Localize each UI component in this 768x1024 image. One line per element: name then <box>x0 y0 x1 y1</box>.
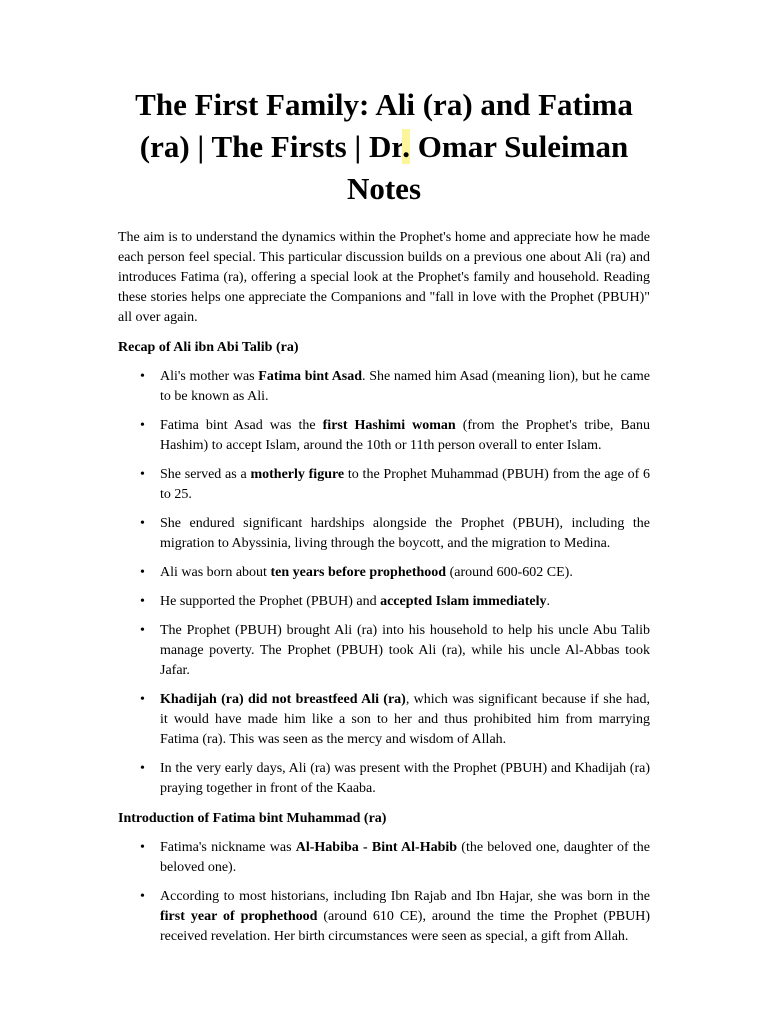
list-item: • According to most historians, including Ibn Rajab and Ibn Hajar, she was born in the first year of prophethood (around 610 CE), around the time the Prophet (PBUH) received revelation. Her birth circumstances were seen as special, a gift from Allah. <box>118 887 650 947</box>
document-title <box>118 84 650 210</box>
list-item: • Fatima's nickname was Al-Habiba - Bint Al-Habib (the beloved one, daughter of the beloved one). <box>118 838 650 878</box>
list-item: • He supported the Prophet (PBUH) and accepted Islam immediately. <box>118 592 650 612</box>
list-item: • The Prophet (PBUH) brought Ali (ra) into his household to help his uncle Abu Talib manage poverty. The Prophet (PBUH) took Ali (ra), while his uncle Al-Abbas took Jafar. <box>118 621 650 681</box>
fatima-intro-list <box>118 838 650 947</box>
list-item: • She endured significant hardships alongside the Prophet (PBUH), including the migration to Abyssinia, living through the boycott, and the migration to Medina. <box>118 514 650 554</box>
intro-paragraph: The aim is to understand the dynamics within the Prophet's home and appreciate how he made each person feel special. This particular discussion builds on a previous one about Ali (ra) and introduces Fatima (ra), offering a special look at the Prophet's family and household. Reading these stories helps one appreciate the Companions and "fall in love with the Prophet (PBUH)" all over again. <box>118 230 650 325</box>
list-item: • Ali was born about ten years before prophethood (around 600-602 CE). <box>118 563 650 583</box>
list-item: • Khadijah (ra) did not breastfeed Ali (ra), which was significant because if she had, it would have made him like a son to her and thus prohibited him from marrying Fatima (ra). This was seen as the mercy and wisdom of Allah. <box>118 690 650 750</box>
title-text-part2: Omar Suleiman Notes <box>346 129 629 206</box>
list-item: • In the very early days, Ali (ra) was present with the Prophet (PBUH) and Khadijah (ra) praying together in front of the Kaaba. <box>118 759 650 799</box>
title-highlight: . <box>402 129 411 164</box>
list-item: • Fatima bint Asad was the first Hashimi woman (from the Prophet's tribe, Banu Hashim) to accept Islam, around the 10th or 11th person overall to enter Islam. <box>118 416 650 456</box>
section-heading-ali: Recap of Ali ibn Abi Talib (ra) <box>118 340 299 355</box>
section-heading-fatima: Introduction of Fatima bint Muhammad (ra) <box>118 811 387 826</box>
ali-recap-list <box>118 367 650 799</box>
title-text-part1: The First Family: Ali (ra) and Fatima (ra) | The Firsts | Dr <box>135 87 633 164</box>
list-item: • She served as a motherly figure to the Prophet Muhammad (PBUH) from the age of 6 to 25. <box>118 465 650 505</box>
list-item: • Ali's mother was Fatima bint Asad. She named him Asad (meaning lion), but he came to be known as Ali. <box>118 367 650 407</box>
